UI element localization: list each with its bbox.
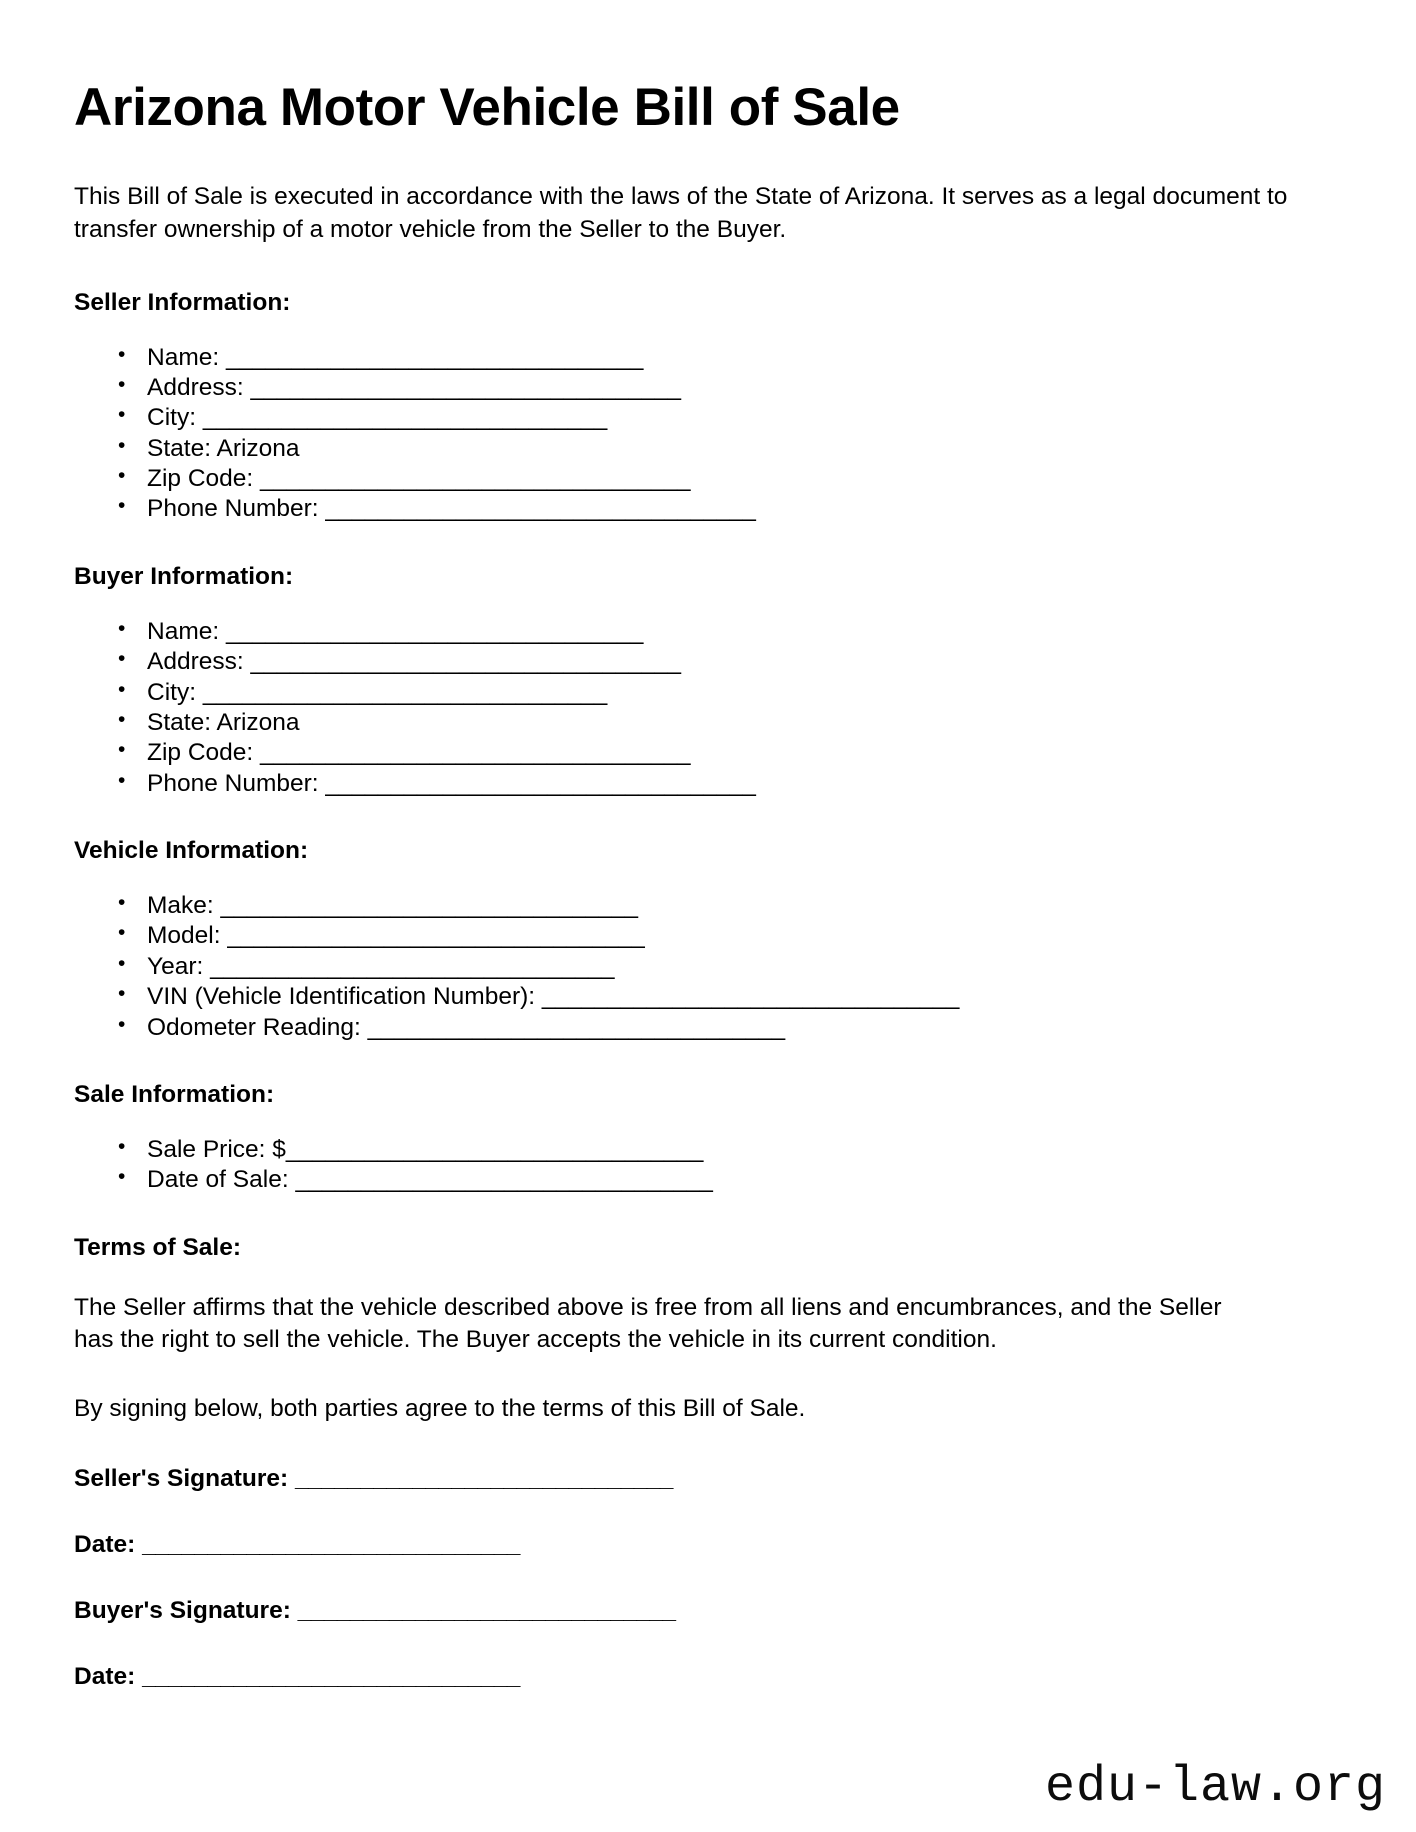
agreement-paragraph: By signing below, both parties agree to the terms of this Bill of Sale. bbox=[74, 1394, 806, 1422]
field-value: Arizona bbox=[216, 434, 300, 462]
field-blank[interactable]: _______________________________ bbox=[202, 404, 607, 432]
vehicle-information-list bbox=[74, 891, 1342, 1043]
field-vehicle-odometer bbox=[118, 1013, 1342, 1043]
buyer-information-heading: Buyer Information: bbox=[74, 562, 294, 590]
field-label: Year: bbox=[147, 952, 204, 980]
field-buyer-city bbox=[118, 678, 1342, 708]
field-label: Zip Code: bbox=[147, 739, 254, 767]
field-label: Date of Sale: bbox=[147, 1166, 289, 1194]
field-label: Phone Number: bbox=[147, 769, 319, 797]
signature-blank[interactable]: _____________________________ bbox=[142, 1531, 520, 1559]
terms-paragraph: The Seller affirms that the vehicle described above is free from all liens and encumbrances, and the Seller has the right to sell the vehicle. The Buyer accepts the vehicle in its current condition. bbox=[74, 1293, 1222, 1354]
field-date-of-sale bbox=[118, 1165, 1342, 1195]
field-seller-state bbox=[118, 434, 1342, 464]
field-vehicle-make bbox=[118, 891, 1342, 921]
terms-of-sale-heading: Terms of Sale: bbox=[74, 1233, 242, 1261]
field-blank[interactable]: ________________________________ bbox=[220, 892, 638, 920]
field-seller-zip bbox=[118, 464, 1342, 494]
field-buyer-address bbox=[118, 647, 1342, 677]
field-seller-address bbox=[118, 373, 1342, 403]
sale-information-heading: Sale Information: bbox=[74, 1080, 275, 1108]
seller-information-list bbox=[74, 343, 1342, 525]
buyer-information-list bbox=[74, 617, 1342, 799]
field-label: Phone Number: bbox=[147, 495, 319, 523]
buyer-date-line bbox=[74, 1663, 1342, 1691]
field-label: Make: bbox=[147, 892, 214, 920]
field-blank[interactable]: ________________________________ bbox=[225, 343, 643, 371]
field-blank[interactable]: _______________________________ bbox=[210, 952, 614, 980]
field-blank[interactable]: ________________________________ bbox=[227, 922, 645, 950]
field-label: City: bbox=[147, 404, 196, 432]
field-label: Odometer Reading: bbox=[147, 1013, 361, 1041]
site-watermark: edu-law.org bbox=[1044, 1759, 1386, 1816]
field-blank[interactable]: _________________________________ bbox=[325, 769, 756, 797]
signature-label: Buyer's Signature: bbox=[74, 1597, 291, 1625]
field-buyer-name bbox=[118, 617, 1342, 647]
field-label: VIN (Vehicle Identification Number): bbox=[147, 983, 536, 1011]
field-seller-city bbox=[118, 403, 1342, 433]
field-blank[interactable]: _________________________________ bbox=[260, 739, 690, 767]
field-blank[interactable]: _________________________________ bbox=[325, 495, 756, 523]
field-blank[interactable]: ________________________________ bbox=[285, 1135, 703, 1163]
vehicle-information-heading: Vehicle Information: bbox=[74, 837, 309, 865]
field-label: City: bbox=[147, 678, 196, 706]
field-label: State: bbox=[147, 708, 212, 736]
field-buyer-zip bbox=[118, 738, 1342, 768]
field-blank[interactable]: _________________________________ bbox=[250, 648, 681, 676]
seller-date-line bbox=[74, 1531, 1342, 1559]
signature-label: Date: bbox=[74, 1531, 136, 1559]
field-blank[interactable]: ________________________________ bbox=[541, 983, 959, 1011]
signature-label: Date: bbox=[74, 1663, 136, 1691]
page-title: Arizona Motor Vehicle Bill of Sale bbox=[74, 78, 900, 137]
field-vehicle-model bbox=[118, 921, 1342, 951]
seller-information-heading: Seller Information: bbox=[74, 288, 291, 316]
field-blank[interactable]: _________________________________ bbox=[250, 373, 681, 401]
field-label: Model: bbox=[147, 922, 221, 950]
signature-blank[interactable]: _____________________________ bbox=[142, 1663, 520, 1691]
field-label: Name: bbox=[147, 617, 220, 645]
field-sale-price bbox=[118, 1135, 1342, 1165]
signature-blank[interactable]: _____________________________ bbox=[297, 1597, 676, 1625]
field-vehicle-vin bbox=[118, 982, 1342, 1012]
field-vehicle-year bbox=[118, 952, 1342, 982]
field-value: Arizona bbox=[216, 708, 300, 736]
field-label: State: bbox=[147, 434, 212, 462]
intro-paragraph: This Bill of Sale is executed in accordance with the laws of the State of Arizona. It serves as a legal document to transfer ownership of a motor vehicle from the Seller to the Buyer. bbox=[74, 183, 1288, 243]
field-blank[interactable]: _________________________________ bbox=[260, 465, 690, 493]
field-label: Sale Price: $ bbox=[147, 1135, 286, 1163]
field-label: Zip Code: bbox=[147, 465, 254, 493]
seller-signature-line bbox=[74, 1465, 1342, 1493]
field-blank[interactable]: ________________________________ bbox=[225, 617, 643, 645]
field-blank[interactable]: ________________________________ bbox=[367, 1013, 785, 1041]
field-seller-phone bbox=[118, 494, 1342, 524]
field-buyer-phone bbox=[118, 769, 1342, 799]
field-label: Address: bbox=[147, 648, 244, 676]
signature-blank[interactable]: _____________________________ bbox=[294, 1465, 673, 1493]
sale-information-list bbox=[74, 1135, 1342, 1196]
signature-label: Seller's Signature: bbox=[74, 1465, 289, 1493]
field-label: Address: bbox=[147, 373, 244, 401]
buyer-signature-line bbox=[74, 1597, 1342, 1625]
field-seller-name bbox=[118, 343, 1342, 373]
field-label: Name: bbox=[147, 343, 220, 371]
field-blank[interactable]: ________________________________ bbox=[295, 1166, 713, 1194]
field-buyer-state bbox=[118, 708, 1342, 738]
field-blank[interactable]: _______________________________ bbox=[202, 678, 607, 706]
